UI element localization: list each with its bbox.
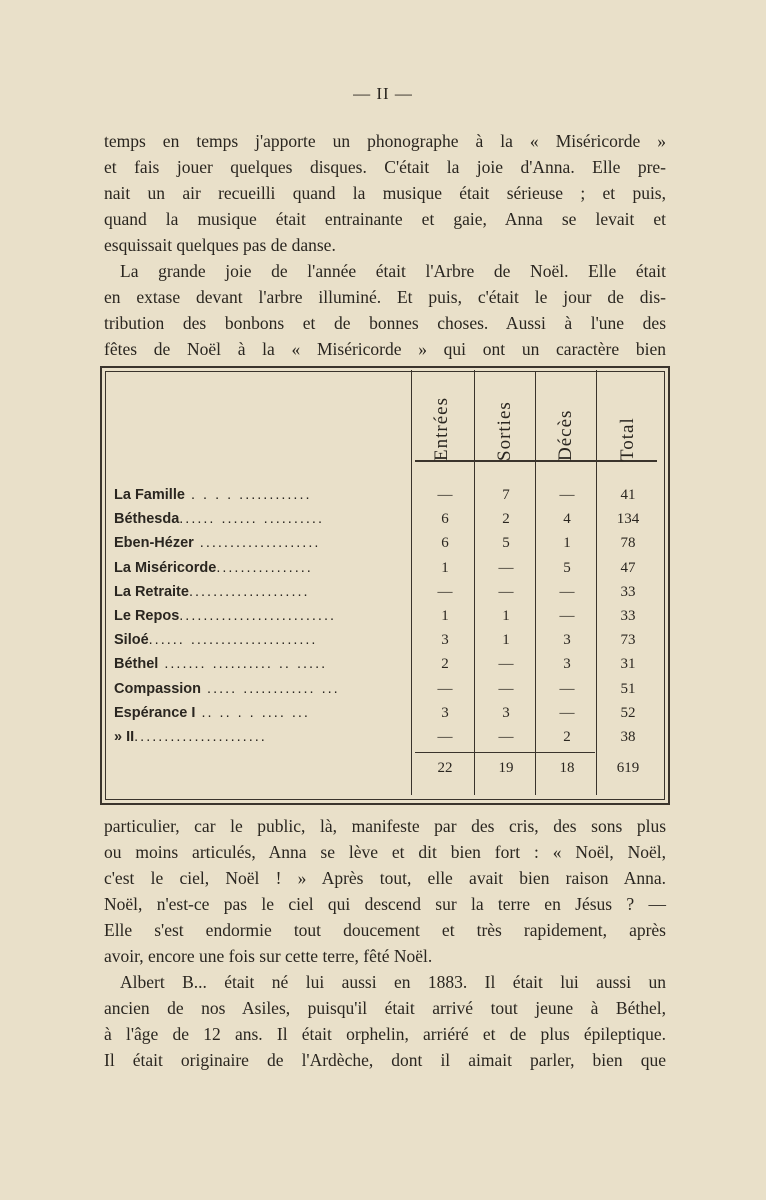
table-cell: — (498, 583, 514, 600)
column-header-deces: Décès (555, 409, 576, 461)
leader-dots: ...... ...... .......... (179, 511, 324, 528)
table-cell: 47 (620, 559, 636, 576)
table-row (0, 560, 766, 584)
table-cell: 1 (502, 608, 510, 624)
leader-dots: ...................... (134, 729, 267, 745)
total-total: 619 (616, 760, 640, 776)
text-line: ou moins articulés, Anna se lève et dit bien fort : « Noël, Noël, (104, 842, 666, 862)
table-cell: — (559, 704, 575, 721)
text-line: Il était originaire de l'Ardèche, dont il aimait parler, bien que (104, 1050, 666, 1070)
row-label (114, 487, 406, 511)
paragraph-top (104, 128, 666, 362)
text-line: tribution des bonbons et de bonnes choses. Aussi à l'une des (104, 313, 666, 333)
table-cell: 33 (620, 608, 636, 624)
text-line: La grande joie de l'année était l'Arbre de Noël. Elle était (120, 261, 666, 281)
row-label (114, 560, 406, 584)
table-row (0, 705, 766, 729)
text-line: et fais jouer quelques disques. C'était la joie d'Anna. Elle pre- (104, 157, 666, 177)
table-row (0, 608, 766, 632)
table-cell: 38 (620, 729, 636, 745)
text-line: Albert B... était né lui aussi en 1883. Il était lui aussi un (120, 972, 666, 992)
table-cell: — (559, 583, 575, 600)
text-line: avoir, encore une fois sur cette terre, fêté Noël. (104, 946, 433, 966)
table-cell: 33 (620, 583, 636, 600)
table-row (0, 632, 766, 656)
table-row (0, 681, 766, 705)
total-deces: 18 (559, 760, 575, 776)
table-cell: 1 (563, 535, 571, 552)
table-cell: — (437, 487, 453, 503)
row-label-text: La Famille (114, 487, 185, 503)
text-line: c'est le ciel, Noël ! » Après tout, elle avait bien raison Anna. (104, 868, 666, 888)
table-cell: 2 (563, 729, 571, 745)
table-row (0, 729, 766, 753)
text-line: particulier, car le public, là, manifeste par des cris, des sons plus (104, 816, 666, 836)
table-row (0, 487, 766, 511)
column-header-total: Total (617, 417, 638, 461)
table-cell: — (437, 729, 453, 745)
table-cell: 2 (441, 656, 449, 673)
table-cell: — (559, 680, 575, 697)
leader-dots: .................... (193, 535, 321, 552)
table-cell: 3 (563, 632, 571, 649)
table-cell: — (498, 729, 514, 745)
table-cell: 5 (502, 535, 510, 552)
column-header-entrees: Entrées (431, 397, 452, 461)
table-cell: 73 (620, 632, 636, 649)
table-cell: — (498, 559, 514, 576)
text-line: Elle s'est endormie tout doucement et très rapidement, après (104, 920, 666, 940)
row-label-text: Compassion (114, 680, 202, 697)
table-cell: — (559, 608, 575, 624)
total-sorties: 19 (498, 760, 514, 776)
table-cell: — (498, 680, 514, 697)
text-line: esquissait quelques pas de danse. (104, 235, 336, 255)
row-label-text: La Retraite (114, 583, 189, 600)
table-cell: 51 (620, 680, 636, 697)
table-cell: 31 (620, 656, 636, 673)
paragraph-bottom (104, 813, 666, 1073)
table-row (0, 584, 766, 608)
table-cell: 52 (620, 704, 636, 721)
table-cell: 6 (441, 511, 449, 528)
text-line: ancien de nos Asiles, puisqu'il était arrivé tout jeune à Béthel, (104, 998, 666, 1018)
row-label (114, 535, 406, 559)
text-line: en extase devant l'arbre illuminé. Et puis, c'était le jour de dis- (104, 287, 666, 307)
leader-dots: .. .. . . .... ... (195, 704, 310, 721)
row-label-text: Béthel (114, 656, 159, 673)
leader-dots: ................ (216, 559, 313, 576)
table-cell: 3 (441, 632, 449, 649)
row-label (114, 705, 406, 729)
row-label-text: Le Repos (114, 608, 180, 624)
row-label-text: Siloé (114, 632, 149, 649)
text-line: quand la musique était entrainante et gaie, Anna se levait et (104, 209, 666, 229)
text-line: fêtes de Noël à la « Miséricorde » qui ont un caractère bien (104, 339, 666, 359)
table-cell: 1 (441, 559, 449, 576)
table-cell: 1 (502, 632, 510, 649)
text-line: à l'âge de 12 ans. Il était orphelin, arriéré et de plus épileptique. (104, 1024, 666, 1044)
leader-dots: ..... ............ ... (201, 680, 340, 697)
row-label (114, 511, 406, 535)
table-cell: 2 (502, 511, 510, 528)
row-label-text: Espérance I (114, 704, 196, 721)
text-line: nait un air recueilli quand la musique était sérieuse ; et puis, (104, 183, 666, 203)
table-cell: — (437, 583, 453, 600)
table-row (0, 511, 766, 535)
row-label-text: Eben-Hézer (114, 535, 194, 552)
table-cell: 78 (620, 535, 636, 552)
table-cell: 3 (563, 656, 571, 673)
table-cell: 3 (441, 704, 449, 721)
table-row (0, 656, 766, 680)
row-label (114, 729, 406, 753)
table-cell: 1 (441, 608, 449, 624)
page-number: — II — (353, 84, 413, 103)
total-entrees: 22 (437, 760, 453, 776)
leader-dots: ...... ..................... (148, 632, 318, 649)
row-label-text: La Miséricorde (114, 559, 217, 576)
table-cell: 7 (502, 487, 510, 503)
row-label (114, 584, 406, 608)
leader-dots: ....... .......... .. ..... (158, 656, 328, 673)
table-cell: 3 (502, 704, 510, 721)
row-label-text: Béthesda (114, 511, 180, 528)
text-line: temps en temps j'apporte un phonographe à la « Miséricorde » (104, 131, 666, 151)
table-cell: 134 (616, 511, 640, 528)
text-line: Noël, n'est-ce pas le ciel qui descend sur la terre en Jésus ? — (104, 894, 666, 914)
row-label-text: » II (114, 729, 135, 745)
leader-dots: .................... (188, 583, 310, 600)
row-label (114, 656, 406, 680)
table-cell: 4 (563, 511, 571, 528)
table-cell: — (437, 680, 453, 697)
table-cell: 6 (441, 535, 449, 552)
row-label (114, 632, 406, 656)
table-cell: 5 (563, 559, 571, 576)
column-header-sorties: Sorties (494, 401, 515, 461)
table-row (0, 535, 766, 559)
leader-dots: .......................... (179, 608, 337, 624)
table-cell: — (498, 656, 514, 673)
leader-dots: . . . . ............ (184, 487, 312, 503)
row-label (114, 681, 406, 705)
table-cell: 41 (620, 487, 636, 503)
row-label (114, 608, 406, 632)
table-cell: — (559, 487, 575, 503)
